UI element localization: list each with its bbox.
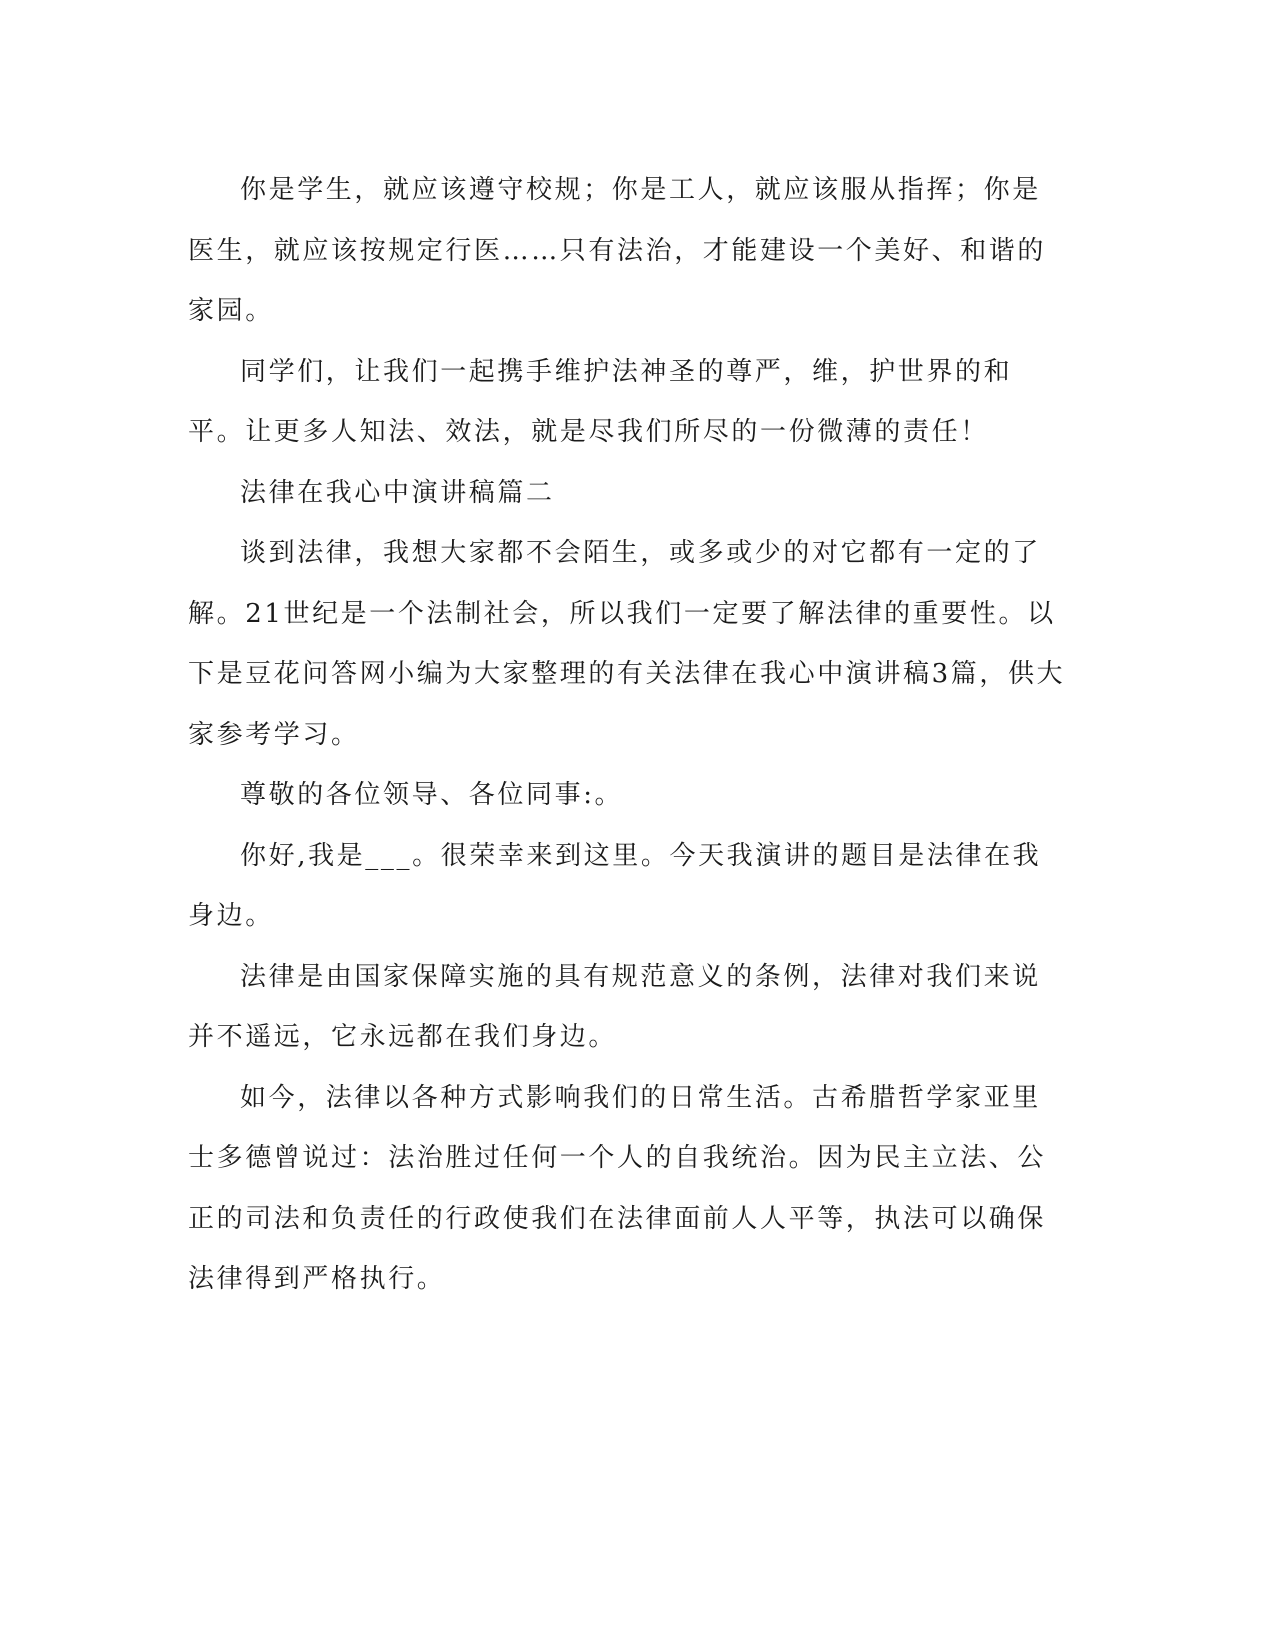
paragraph-2: 同学们，让我们一起携手维护法神圣的尊严，维，护世界的和平。让更多人知法、效法，就是尽我们所尽的一份微薄的责任！ bbox=[188, 356, 1013, 447]
paragraph-3: 谈到法律，我想大家都不会陌生，或多或少的对它都有一定的了解。21世纪是一个法制社会，所以我们一定要了解法律的重要性。以下是豆花问答网小编为大家整理的有关法律在我心中演讲稿3篇，供大家参考学习。 bbox=[188, 538, 1066, 750]
salutation: 尊敬的各位领导、各位同事:。 bbox=[240, 780, 624, 810]
paragraph-4: 你好,我是___。很荣幸来到这里。今天我演讲的题目是法律在我身边。 bbox=[188, 840, 1042, 931]
section-heading: 法律在我心中演讲稿篇二 bbox=[240, 477, 555, 508]
paragraph-6: 如今，法律以各种方式影响我们的日常生活。古希腊哲学家亚里士多德曾说过：法治胜过任何一个人的自我统治。因为民主立法、公正的司法和负责任的行政使我们在法律面前人人平等，执法可以确保法律得到严格执行。 bbox=[188, 1082, 1047, 1294]
paragraph-5: 法律是由国家保障实施的具有规范意义的条例，法律对我们来说并不遥远，它永远都在我们身边。 bbox=[188, 961, 1041, 1052]
document-body bbox=[188, 160, 1068, 1310]
paragraph-1: 你是学生，就应该遵守校规；你是工人，就应该服从指挥；你是医生，就应该按规定行医……只有法治，才能建设一个美好、和谐的家园。 bbox=[188, 175, 1047, 326]
